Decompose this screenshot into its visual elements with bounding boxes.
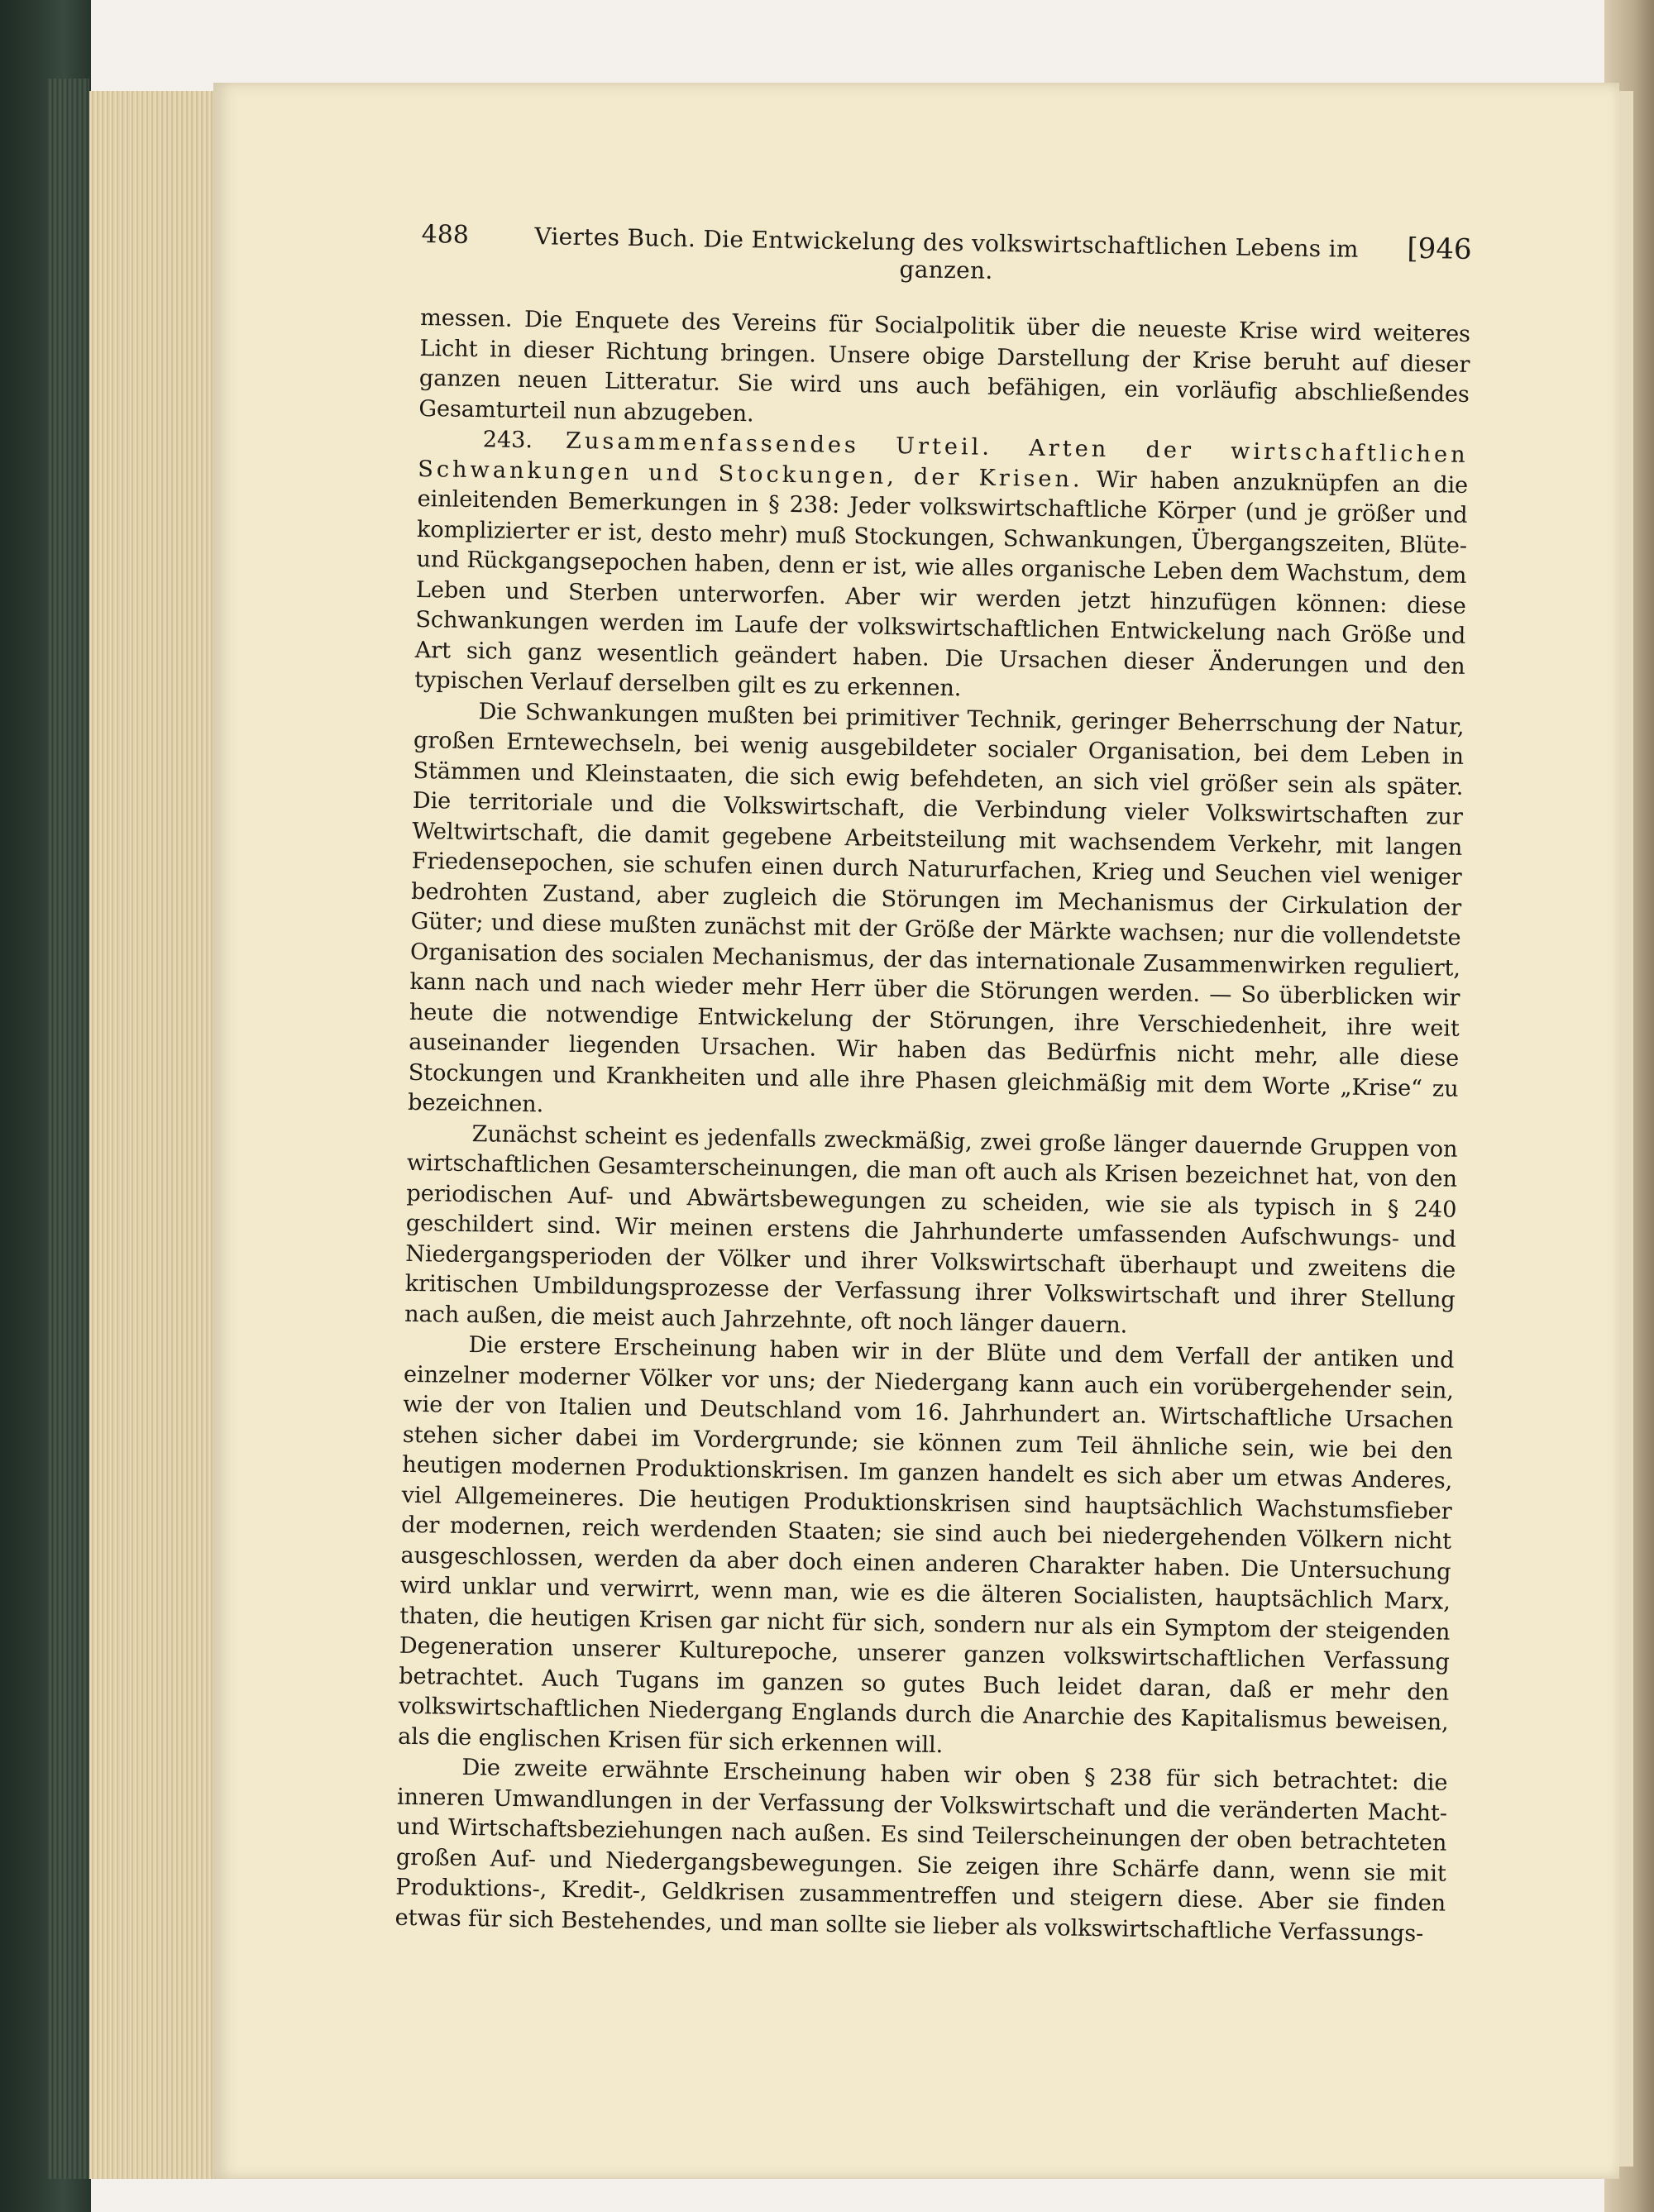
body-text — [394, 303, 1470, 1950]
page-stack-edge — [89, 91, 227, 2179]
running-head: Viertes Buch. Die Entwickelung des volkswirtschaftlichen Lebens im ganzen. — [534, 222, 1360, 284]
page-number: 488 — [421, 219, 470, 250]
section-heading: Zusammenfassendes Urteil. Arten der wirtschaftlichen Schwankungen und Stockungen, der Krisen. — [417, 428, 1469, 493]
paragraph: Die zweite erwähnte Erscheinung haben wir oben § 238 für sich betrachtet: die inneren Umwandlungen in der Verfassung der Volkswirtschaft und die veränderten Macht- und Wirtschaftsbeziehungen nach außen. Es sind Teilerscheinungen der oben betrachteten großen Auf- und Niedergangsbewegungen. Sie zeigen ihre Schärfe dann, wenn sie mit Produktions-, Kredit-, Geldkrisen zusammentreffen und steigern diese. Aber sie finden etwas für sich Bestehendes, und man sollte sie lieber als volkswirtschaftliche Verfassungs- — [394, 1754, 1448, 1947]
paragraph: Die Schwankungen mußten bei primitiver Technik, geringer Beherrschung der Natur, großen Erntewechseln, bei wenig ausgebildeter socialer Organisation, bei dem Leben in Stämmen und Kleinstaaten, die sich ewig befehdeten, an sich viel größer sein als später. Die territoriale und die Volkswirtschaft, die Verbindung vieler Volkswirtschaften zur Weltwirtschaft, die damit gegebene Arbeitsteilung mit wachsendem Verkehr, mit langen Friedensepochen, sie schufen einen durch Natururfachen, Krieg und Seuchen viel weniger bedrohten Zustand, aber zugleich die Störungen im Mechanismus der Cirkulation der Güter; und diese mußten zunächst mit der Größe der Märkte wachsen; nur die vollendetste Organisation des socialen Mechanismus, der das internationale Zusammenwirken reguliert, kann nach und nach wieder mehr Herr über die Störungen werden. — So überblicken wir heute die notwendige Entwickelung der Störungen, ihre Verschiedenheit, ihre weit auseinander liegenden Ursachen. Wir haben das Bedürfnis nicht mehr, alle diese Stockungen und Krankheiten und alle ihre Phasen gleichmäßig mit dem Worte „Krise“ zu bezeichnen. — [407, 698, 1465, 1118]
section-text: Wir haben anzuknüpfen an die einleitenden Bemerkungen in § 238: Jeder volkswirtschaftliche Körper (und je größer und komplizierter er ist, desto mehr) muß Stockungen, Schwankungen, Übergangszeiten, Blüte- und Rückgangsepochen haben, denn er ist, wie alles organische Leben dem Wachstum, dem Leben und Sterben unterworfen. Aber wir werden jetzt hinzufügen können: diese Schwankungen werden im Laufe der volkswirtschaftlichen Entwickelung nach Größe und Art sich ganz wesentlich geändert haben. Die Ursachen dieser Änderungen und den typischen Verlauf derselben gilt es zu erkennen. — [414, 466, 1469, 702]
paragraph: Die erstere Erscheinung haben wir in der Blüte und dem Verfall der antiken und einzelner moderner Völker vor uns; der Niedergang kann auch ein vorübergehender sein, wie der von Italien und Deutschland vom 16. Jahrhundert an. Wirtschaftliche Ursachen stehen sicher dabei im Vordergrunde; sie können zum Teil ähnliche sein, wie bei den heutigen modernen Produktionskrisen. Im ganzen handelt es sich aber um etwas Anderes, viel Allgemeineres. Die heutigen Produktionskrisen sind hauptsächlich Wachstumsfieber der modernen, reich werdenden Staaten; sie sind auch bei niedergehenden Völkern nicht ausgeschlossen, werden da aber doch einen anderen Charakter haben. Die Untersuchung wird unklar und verwirrt, wenn man, wie es die älteren Socialisten, hauptsächlich Marx, thaten, die heutigen Krisen gar nicht für sich, sondern nur als ein Symptom der steigenden Degeneration unserer Kulturepoche, unserer ganzen volkswirtschaftlichen Verfassung betrachtet. Auch Tugans im ganzen so gutes Buch leidet daran, daß er mehr den volkswirtschaftlichen Niedergang Englands durch die Anarchie des Kapitalismus beweisen, als die englischen Krisen für sich erkennen will. — [397, 1332, 1455, 1758]
paragraph: messen. Die Enquete des Vereins für Socialpolitik über die neueste Krise wird weiteres Licht in dieser Richtung bringen. Unsere obige Darstellung der Krise beruht auf dieser ganzen neuen Litteratur. Sie wird uns auch befähigen, ein vorläufig abschließendes Gesamturteil nun abzugeben. — [418, 304, 1471, 427]
section-paragraph — [414, 424, 1469, 712]
page-text — [394, 217, 1471, 1950]
paragraph: Zunächst scheint es jedenfalls zweckmäßig, zwei große länger dauernde Gruppen von wirtschaftlichen Gesamterscheinungen, die man oft auch als Krisen bezeichnet hat, von den periodischen Auf- und Abwärtsbewegungen zu scheiden, wie sie als typisch in § 240 geschildert sind. Wir meinen erstens die Jahrhunderte umfassenden Aufschwungs- und Niedergangsperioden der Völker und ihrer Volkswirtschaft überhaupt und zweitens die kritischen Umbildungsprozesse der Verfassung ihrer Volkswirtschaft und ihrer Stellung nach außen, die meist auch Jahrzehnte, oft noch länger dauern. — [404, 1120, 1458, 1339]
cover-texture — [48, 79, 89, 2179]
section-number: [946 — [1407, 232, 1472, 266]
section-num: 243. — [482, 427, 533, 454]
